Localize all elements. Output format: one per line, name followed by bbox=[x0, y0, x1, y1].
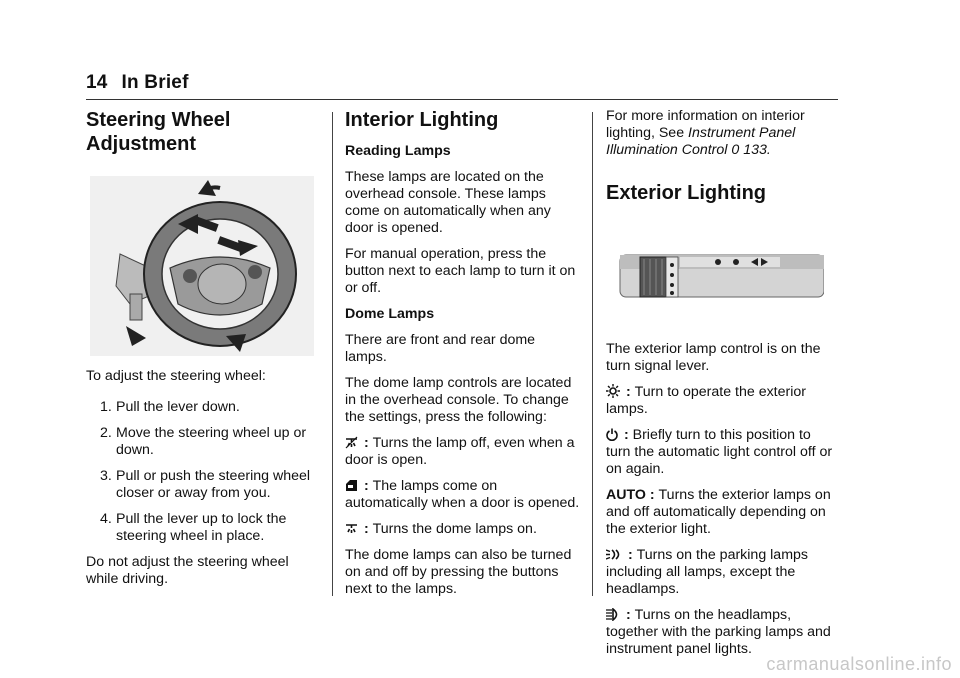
item-separator: : bbox=[620, 427, 633, 443]
more-info-prefix: For more information on interior lighting, See bbox=[606, 108, 805, 141]
step-text: Pull or push the steering wheel closer or away from you. bbox=[116, 468, 311, 501]
exterior-control-item bbox=[606, 427, 838, 478]
column-interior-lighting bbox=[345, 108, 580, 607]
steering-title bbox=[86, 108, 318, 156]
exterior-lamp-control-illustration bbox=[606, 241, 824, 311]
parking-lamp-icon bbox=[606, 548, 622, 561]
header-rule bbox=[86, 99, 838, 100]
interior-lighting-title: Interior Lighting bbox=[345, 109, 499, 131]
more-info-page-ref: 0 133. bbox=[727, 142, 771, 158]
column-divider-1 bbox=[332, 112, 333, 596]
dome-control-item bbox=[345, 478, 580, 512]
exterior-control-item bbox=[606, 384, 838, 418]
control-intro: The exterior lamp control is on the turn signal lever. bbox=[606, 341, 821, 374]
reading-lamps-text-1: These lamps are located on the overhead console. These lamps come on automatically when any door is opened. bbox=[345, 169, 551, 236]
section-title: In Brief bbox=[121, 72, 189, 93]
step-number: 4. bbox=[100, 511, 112, 527]
dome-lamps-text-1: There are front and rear dome lamps. bbox=[345, 332, 536, 365]
item-separator: : bbox=[622, 607, 635, 623]
column-steering bbox=[86, 108, 318, 597]
item-separator: : bbox=[624, 547, 637, 563]
item-text: The lamps come on automatically when a door is opened. bbox=[345, 478, 580, 511]
step-number: 2. bbox=[100, 425, 112, 441]
headlamp-icon bbox=[606, 608, 620, 621]
item-text: Turn to operate the exterior lamps. bbox=[606, 384, 807, 417]
reading-lamps-heading: Reading Lamps bbox=[345, 143, 451, 159]
step-text: Move the steering wheel up or down. bbox=[116, 425, 307, 458]
item-separator: : bbox=[360, 521, 373, 537]
step-text: Pull the lever down. bbox=[116, 399, 240, 415]
exterior-lamp-icon bbox=[606, 384, 620, 398]
item-separator: : bbox=[645, 487, 659, 503]
item-text: Turns the exterior lamps on and off automatically depending on the exterior light. bbox=[606, 487, 831, 537]
exterior-lighting-title: Exterior Lighting bbox=[606, 182, 766, 204]
step-text: Pull the lever up to lock the steering wheel in place. bbox=[116, 511, 287, 544]
item-text: Turns the dome lamps on. bbox=[372, 521, 537, 537]
item-text: Turns on the headlamps, together with the parking lamps and instrument panel lights. bbox=[606, 607, 831, 657]
page-header bbox=[86, 72, 189, 94]
more-info-link[interactable]: Instrument Panel Illumination Control bbox=[606, 125, 796, 158]
dome-lamps-heading: Dome Lamps bbox=[345, 306, 435, 322]
auto-label: AUTO bbox=[606, 487, 646, 503]
step-item bbox=[86, 511, 318, 545]
power-off-icon bbox=[606, 428, 618, 441]
item-separator: : bbox=[622, 384, 635, 400]
dome-lamp-off-icon bbox=[345, 436, 358, 449]
steering-intro: To adjust the steering wheel: bbox=[86, 368, 266, 384]
step-item bbox=[86, 425, 318, 459]
exterior-control-item bbox=[606, 607, 838, 658]
steering-title-line1: Steering Wheel bbox=[86, 109, 231, 131]
steering-steps bbox=[86, 399, 318, 545]
steering-title-line2: Adjustment bbox=[86, 133, 196, 155]
dome-lamp-on-icon bbox=[345, 522, 358, 535]
exterior-control-item bbox=[606, 487, 838, 538]
watermark: carmanualsonline.info bbox=[766, 654, 952, 674]
step-number: 1. bbox=[100, 399, 112, 415]
item-separator: : bbox=[360, 435, 373, 451]
dome-lamps-text-2: The dome lamp controls are located in the overhead console. To change the settings, press the following: bbox=[345, 375, 572, 425]
column-divider-2 bbox=[592, 112, 593, 596]
door-lamp-icon bbox=[345, 479, 358, 492]
steering-warning: Do not adjust the steering wheel while driving. bbox=[86, 554, 289, 587]
reading-lamps-text-2: For manual operation, press the button next to each lamp to turn it on or off. bbox=[345, 246, 576, 296]
steering-wheel-illustration bbox=[90, 176, 314, 356]
item-text: Turns the lamp off, even when a door is open. bbox=[345, 435, 575, 468]
item-separator: : bbox=[360, 478, 373, 494]
column-exterior-lighting bbox=[606, 108, 838, 667]
item-text: Briefly turn to this position to turn the automatic light control off or on again. bbox=[606, 427, 833, 477]
exterior-control-item bbox=[606, 547, 838, 598]
dome-lamps-text-3: The dome lamps can also be turned on and off by pressing the buttons next to the lamps. bbox=[345, 547, 572, 597]
step-item bbox=[86, 399, 318, 416]
step-number: 3. bbox=[100, 468, 112, 484]
item-text: Turns on the parking lamps including all lamps, except the headlamps. bbox=[606, 547, 808, 597]
step-item bbox=[86, 468, 318, 502]
dome-control-item bbox=[345, 521, 580, 538]
page-number: 14 bbox=[86, 72, 108, 93]
dome-control-item bbox=[345, 435, 580, 469]
more-info-text bbox=[606, 108, 838, 159]
